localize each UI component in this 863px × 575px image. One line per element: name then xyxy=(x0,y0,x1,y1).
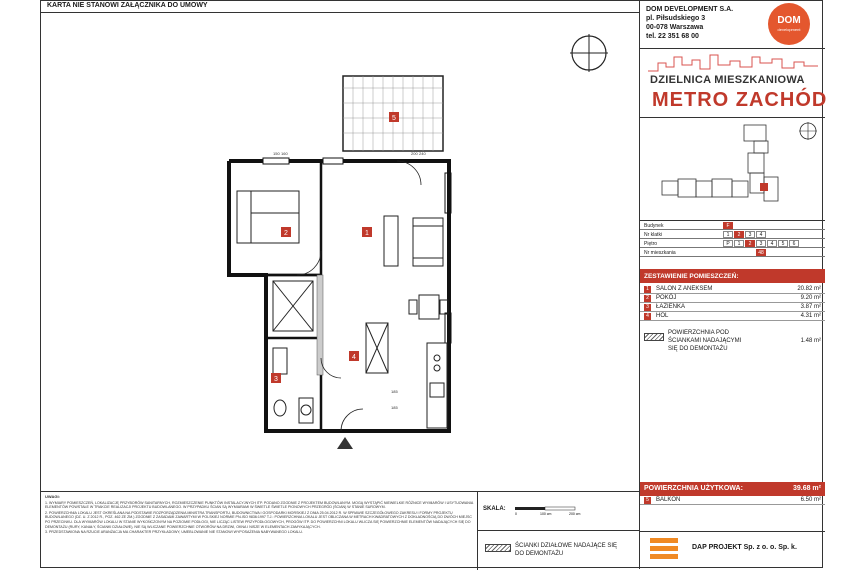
demolition-line2: ŚCIANKAMI NADAJĄCYMI xyxy=(668,338,742,344)
dom-logo-sub: development xyxy=(777,27,801,32)
entrance-icon xyxy=(337,437,353,449)
scale-label: SKALA: xyxy=(483,506,506,512)
divider xyxy=(640,531,825,532)
room-row xyxy=(640,294,825,303)
demolition-area-row xyxy=(640,323,825,357)
svg-text:2: 2 xyxy=(284,230,288,237)
demolition-line1: POWIERZCHNIA POD xyxy=(668,330,730,336)
outer-walls xyxy=(229,161,449,431)
info-cell: 5 xyxy=(778,240,788,247)
note-3: 3. PRZEDSTAWIONA NA RZUCIE ARANŻACJA MA CHARAKTER PRZYKŁADOWY, UMEBLOWANIE NIE STANOWI WYPOSAŻENIA NABYWANEGO LOKALU. xyxy=(45,530,303,535)
info-label: Budynek xyxy=(644,223,664,229)
header-strip xyxy=(41,1,639,13)
info-cell: 1 xyxy=(734,240,744,247)
company-info xyxy=(646,5,733,41)
inner-walls xyxy=(229,163,321,431)
info-cell: 4 xyxy=(756,231,766,238)
svg-text:185: 185 xyxy=(391,405,398,410)
info-label: Nr klatki xyxy=(644,232,663,238)
note-2: 2. POWIERZCHNIA LOKALU JEST OKREŚLANA NA PODSTAWIE ROZPORZĄDZENIA MINISTRA TRANSPORTU, BUDOWNICTWA I GOSPODARKI MORSKIEJ Z DNIA 25.04.2012 R. W SPRAWIE SZCZEGÓŁOWEGO ZAKRESU I FORMY PROJEKTU BUDOWLANEGO (DZ. U. Z 2012 R., POZ. 462 ZE ZM.) ZGODNIE Z ZASADAMI ZAWARTYMI W POLSKIEJ NORMIE PN-ISO 9836:1997 T.J.: POWIERZCHNIA LOKALU JEST OBLICZANA W METRACH KWADRATOWYCH Z DOKŁADNOŚCIĄ DO DWÓCH MIEJSC PO PRZECINKU. DLA WYMIARÓW LOKALU W STANIE WYKOŃCZONYM NA POZIOMIE PODŁOGI, NIE LICZĄC LISTEW PRZYPODŁOGOWYCH, PROGÓW ITP. DO POWIERZCHNI LOKALU WLICZA SIĘ POWIERZCHNIE ELEMENTÓW NADAJĄCYCH SIĘ DO DEMONTAŻU (RURY, KANAŁY, ŚCIANKI DZIAŁOWE), NIE SĄ WLICZANE POWIERZCHNIE OTWORÓW NA DRZWI, OKNA I NISZE W ELEMENTACH ZAMYKAJĄCYCH. xyxy=(45,510,472,529)
room-name: ŁAZIENKA xyxy=(656,304,686,310)
dom-logo-text: DOM xyxy=(777,15,801,26)
info-cell: 6 xyxy=(789,240,799,247)
info-row-floor xyxy=(640,239,825,248)
demolition-legend-line2: DO DEMONTAŻU xyxy=(515,551,564,557)
company-phone: tel. 22 351 68 00 xyxy=(646,33,699,40)
svg-text:0: 0 xyxy=(515,512,517,516)
building-key-plan xyxy=(658,119,823,217)
info-cell: 3 xyxy=(756,240,766,247)
dap-logo xyxy=(650,538,678,560)
info-cell: 48 xyxy=(756,249,766,256)
bottom-strip xyxy=(41,491,639,569)
info-label: Piętro xyxy=(644,241,658,247)
room-number: 4 xyxy=(644,313,651,320)
info-cell: F xyxy=(723,222,733,229)
kitchen-counter xyxy=(427,343,447,428)
svg-text:150: 150 xyxy=(273,151,280,156)
wardrobe xyxy=(273,281,313,331)
demolition-swatch xyxy=(644,333,664,341)
rooms-heading: ZESTAWIENIE POMIESZCZEŃ: xyxy=(640,269,825,283)
svg-text:4: 4 xyxy=(352,354,356,361)
divider xyxy=(640,48,825,49)
info-cell: 2 xyxy=(745,240,755,247)
room-number: 2 xyxy=(644,295,651,302)
district-line1: DZIELNICA MIESZKANIOWA xyxy=(650,74,805,86)
room-name: SALON Z ANEKSEM xyxy=(656,286,713,292)
floor-plan xyxy=(41,13,639,491)
architect-name: DAP PROJEKT Sp. z o. o. Sp. k. xyxy=(692,544,797,551)
notes-title: UWAGI: xyxy=(45,494,60,499)
info-cell xyxy=(745,249,755,256)
room-area: 6.50 m² xyxy=(800,497,821,503)
room-number: 3 xyxy=(644,304,651,311)
svg-text:200: 200 xyxy=(411,151,418,156)
info-cell xyxy=(723,249,733,256)
room-name: POKÓJ xyxy=(656,295,677,301)
room-area: 4.31 m² xyxy=(800,313,821,319)
total-area-label: POWIERZCHNIA UŻYTKOWA: xyxy=(644,485,743,492)
key-plan-compass-icon xyxy=(799,122,817,140)
info-cell: 4 xyxy=(767,240,777,247)
room-area: 20.82 m² xyxy=(797,286,821,292)
info-panel xyxy=(639,1,828,569)
demolition-legend-line1: ŚCIANKI DZIAŁOWE NADAJĄCE SIĘ xyxy=(515,543,618,549)
svg-text:160: 160 xyxy=(281,151,288,156)
total-area-bar xyxy=(640,482,825,496)
info-cell: P xyxy=(723,240,733,247)
hall-wardrobe xyxy=(366,323,388,373)
skyline-icon xyxy=(648,51,818,73)
room-area: 3.87 m² xyxy=(800,304,821,310)
svg-text:240: 240 xyxy=(419,151,426,156)
demolition-line3: SIĘ DO DEMONTAŻU xyxy=(668,346,728,352)
notes xyxy=(45,495,477,536)
info-row-apartment xyxy=(640,248,825,257)
dom-logo xyxy=(768,3,810,45)
scale-bar xyxy=(513,506,595,516)
bathroom-fixtures xyxy=(273,348,313,423)
room-row xyxy=(640,303,825,312)
floor-plan-drawing xyxy=(41,13,639,491)
note-1: 1. WYMIARY POMIESZCZEŃ, LOKALIZACJĘ PRZYBORÓW SANITARNYCH, ROZMIESZCZENIE PUNKTÓW INSTALACYJNYCH ITP. PODANO ZGODNIE Z PROJEKTEM BUDOWLANYM. MOGĄ WYSTĄPIĆ NIEWIELKIE RÓŻNICE WYMIARÓW I USYTUOWANIA ELEMENTÓW POWSTAŁE W TRAKCIE REALIZACJI PROJEKTU BUDOWLANEGO. W PRZYPADKU ŚCIAN SĄ WYMIARAMI W ŚWIETLE ŚWIETLE PIONOWYCH PRZEGRÓD (ŚCIAN) W STANIE SUROWYM. xyxy=(45,500,474,510)
divider xyxy=(640,117,825,118)
room-name: HOL xyxy=(656,313,669,319)
svg-text:185: 185 xyxy=(391,389,398,394)
demolition-area: 1.48 m² xyxy=(800,338,821,344)
info-cell: 3 xyxy=(745,231,755,238)
info-row-staircase xyxy=(640,230,825,239)
info-row-building xyxy=(640,221,825,230)
compass-icon xyxy=(570,34,608,72)
info-cell xyxy=(734,249,744,256)
plan-sheet xyxy=(40,0,828,568)
room-area: 9.20 m² xyxy=(800,295,821,301)
balcony-row xyxy=(640,496,825,505)
info-cell: 2 xyxy=(734,231,744,238)
svg-text:5: 5 xyxy=(392,115,396,122)
rooms-list xyxy=(640,285,825,321)
room-number: 5 xyxy=(644,497,651,504)
room-number: 1 xyxy=(644,286,651,293)
demolition-walls xyxy=(317,275,323,375)
unit-info-table xyxy=(640,221,825,257)
room-name: BALKON xyxy=(656,497,681,503)
doors xyxy=(297,161,421,431)
dining-table xyxy=(409,295,448,319)
demolition-swatch xyxy=(485,544,511,552)
demolition-legend xyxy=(515,542,635,558)
company-name: DOM DEVELOPMENT S.A. xyxy=(646,6,734,13)
svg-text:200 cm: 200 cm xyxy=(569,512,581,516)
room-row xyxy=(640,285,825,294)
divider xyxy=(477,492,478,570)
svg-text:3: 3 xyxy=(274,376,278,383)
district-line2: METRO ZACHÓD xyxy=(652,89,828,111)
tv-unit xyxy=(384,216,398,266)
sofa xyxy=(413,218,443,266)
room-row xyxy=(640,312,825,321)
info-cell: 1 xyxy=(723,231,733,238)
company-address2: 00-078 Warszawa xyxy=(646,24,704,31)
demolition-text xyxy=(668,329,778,353)
info-label: Nr mieszkania xyxy=(644,250,676,256)
company-address1: pl. Piłsudskiego 3 xyxy=(646,15,706,22)
divider xyxy=(477,530,639,531)
header-title: KARTA NIE STANOWI ZAŁĄCZNIKA DO UMOWY xyxy=(47,2,208,9)
windows xyxy=(263,158,451,343)
svg-text:100 cm: 100 cm xyxy=(540,512,552,516)
svg-text:1: 1 xyxy=(365,230,369,237)
total-area-value: 39.68 m² xyxy=(792,485,821,492)
